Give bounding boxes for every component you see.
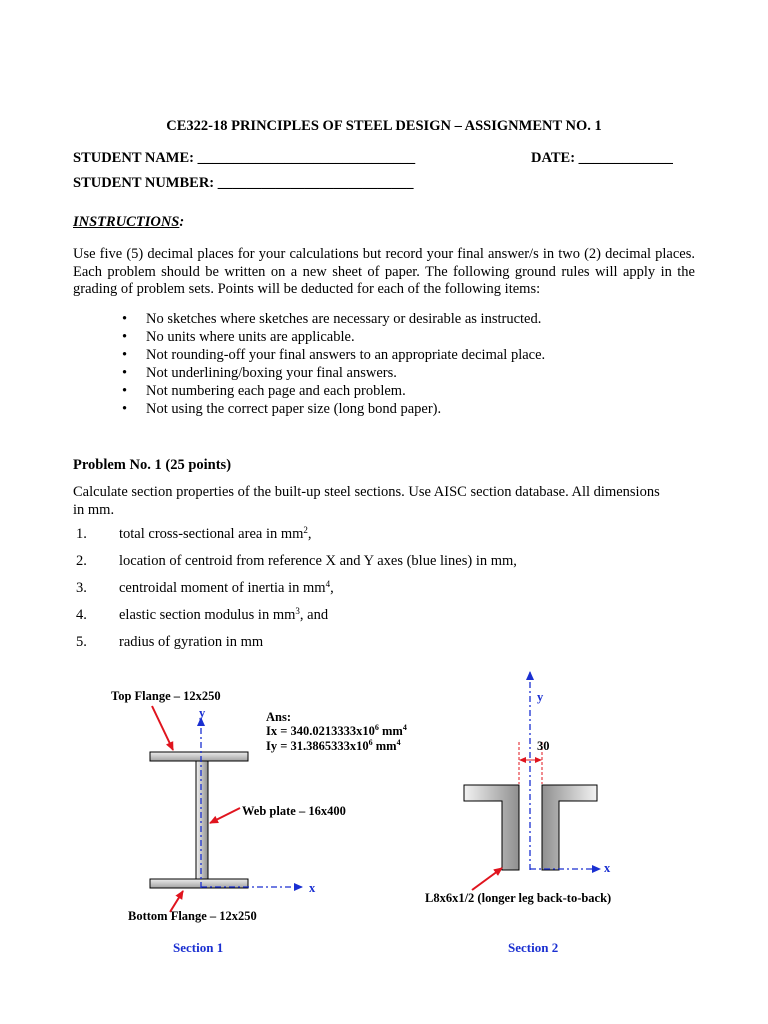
item-text: centroidal moment of inertia in mm	[119, 580, 326, 596]
gap-dimension-label: 30	[537, 739, 550, 753]
section1-caption: Section 1	[173, 940, 224, 955]
item-text-wrap	[119, 607, 328, 624]
section1-y-label: y	[199, 706, 206, 720]
item-text: elastic section modulus in mm	[119, 607, 296, 623]
rule-item: • Not rounding-off your final answers to an appropriate decimal place.	[120, 347, 545, 365]
ix-prefix: Ix = 340.0213333x10	[266, 724, 375, 738]
document-title: CE322-18 PRINCIPLES OF STEEL DESIGN – ASSIGNMENT NO. 1	[166, 118, 602, 134]
answer-label: Ans:	[266, 710, 292, 724]
iy-exp: 6	[368, 738, 373, 747]
web-plate-arrow	[210, 808, 240, 823]
angle-label: L8x6x1/2 (longer leg back-to-back)	[425, 891, 612, 905]
item-sup: 3	[295, 606, 300, 616]
right-angle	[542, 785, 597, 870]
instructions-paragraph: Use five (5) decimal places for your calculations but record your final answer/s in two (2) decimal places. Each problem should be written on a new sheet of paper. The following ground rules will apply in the grading of problem sets. Points will be deducted for each of the following items:	[73, 246, 695, 297]
left-angle	[464, 785, 519, 870]
section-figures	[0, 660, 768, 970]
item-text: location of centroid from reference X and Y axes (blue lines) in mm,	[119, 553, 517, 569]
item-text-wrap	[119, 526, 312, 543]
item-number: 3.	[76, 580, 87, 596]
top-flange-arrow	[152, 706, 173, 750]
item-text-wrap	[119, 580, 334, 597]
angle-arrow	[472, 868, 502, 890]
web-plate-label: Web plate – 16x400	[242, 804, 346, 818]
section2-caption: Section 2	[508, 940, 559, 955]
rule-item: • Not underlining/boxing your final answers.	[120, 365, 545, 383]
iy-prefix: Iy = 31.3865333x10	[266, 739, 369, 753]
student-number-field: STUDENT NUMBER: ___________________________	[73, 175, 414, 191]
rule-item: • No sketches where sketches are necessary or desirable as instructed.	[120, 311, 545, 329]
item-sup: 4	[325, 579, 331, 589]
ix-answer	[266, 723, 407, 738]
item-after: , and	[299, 607, 329, 623]
student-name-field: STUDENT NAME: ______________________________	[73, 150, 416, 166]
iy-unit-exp: 4	[396, 738, 401, 747]
item-text: radius of gyration in mm	[119, 634, 264, 650]
instructions-heading-text: INSTRUCTIONS	[73, 214, 180, 230]
ix-unit: mm	[378, 724, 403, 738]
problem-description: Calculate section properties of the built-up steel sections. Use AISC section database. All dimensions in mm.	[73, 484, 660, 518]
item-number: 1.	[76, 526, 87, 542]
item-number: 4.	[76, 607, 87, 623]
section1-x-label: x	[309, 881, 316, 895]
iy-unit: mm	[372, 739, 397, 753]
section-2-drawing	[464, 672, 600, 890]
instructions-heading-colon: :	[179, 214, 185, 230]
date-field: DATE: _____________	[531, 150, 673, 166]
item-after: ,	[330, 580, 334, 596]
rule-item: • Not numbering each page and each problem.	[120, 383, 545, 401]
rule-item: • No units where units are applicable.	[120, 329, 545, 347]
item-after: ,	[307, 526, 312, 542]
rules-list	[120, 311, 545, 418]
instructions-heading	[73, 214, 184, 231]
top-flange-label: Top Flange – 12x250	[111, 689, 221, 703]
bottom-flange-label: Bottom Flange – 12x250	[128, 909, 257, 923]
item-number: 2.	[76, 553, 87, 569]
top-flange-plate	[150, 752, 248, 761]
item-text-wrap	[119, 634, 263, 651]
section2-y-label: y	[537, 690, 544, 704]
item-text-wrap	[119, 553, 517, 570]
ix-unit-exp: 4	[402, 723, 407, 732]
item-sup: 2	[303, 525, 308, 535]
problem-heading: Problem No. 1 (25 points)	[73, 457, 232, 473]
section2-x-label: x	[604, 861, 611, 875]
item-text: total cross-sectional area in mm	[119, 526, 304, 542]
ix-exp: 6	[374, 723, 379, 732]
item-number: 5.	[76, 634, 87, 650]
iy-answer	[266, 738, 401, 753]
rule-item: • Not using the correct paper size (long bond paper).	[120, 401, 545, 419]
web-plate	[196, 761, 208, 879]
